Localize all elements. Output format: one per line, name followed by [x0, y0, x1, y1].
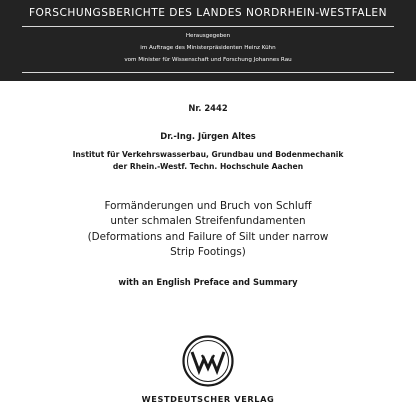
title-line-2: unter schmalen Streifenfundamenten [110, 215, 306, 227]
subtitle: with an English Preface and Summary [118, 277, 298, 287]
title-line-1: Formänderungen und Bruch von Schluff [104, 200, 312, 212]
header-band [0, 0, 416, 81]
title-line-4: Strip Footings) [170, 246, 246, 258]
series-title: FORSCHUNGSBERICHTE DES LANDES NORDRHEIN-WESTFALEN [28, 7, 388, 19]
header-rule-bottom [22, 72, 394, 73]
author: Dr.-Ing. Jürgen Altes [160, 131, 256, 141]
title-line-3: (Deformations and Failure of Silt under narrow [87, 231, 329, 243]
publisher-name: WESTDEUTSCHER VERLAG [141, 394, 275, 404]
header-rule-top [22, 26, 394, 27]
header-commission-line: im Auftrage des Ministerpräsidenten Heinz Kühn [140, 45, 276, 51]
publisher-wv-logo-icon [182, 335, 234, 387]
header-editor-label: Herausgegeben [185, 33, 231, 39]
header-minister-line: vom Minister für Wissenschaft und Forschung Johannes Rau [124, 57, 292, 63]
institute-line-2: der Rhein.-Westf. Techn. Hochschule Aachen [112, 162, 304, 171]
report-number: Nr. 2442 [188, 103, 228, 113]
institute-line-1: Institut für Verkehrswasserbau, Grundbau und Bodenmechanik [72, 150, 344, 159]
